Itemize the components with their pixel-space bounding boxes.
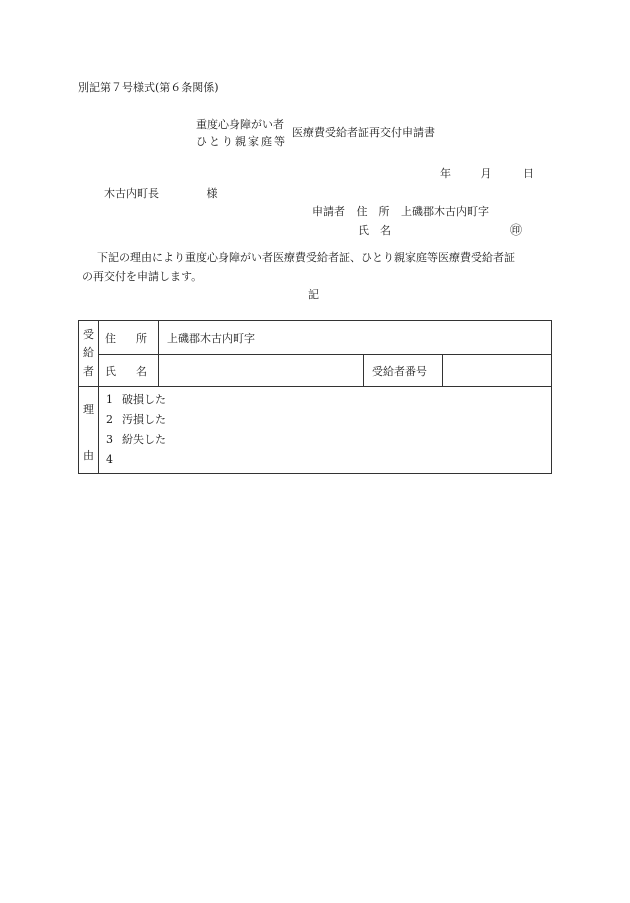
reason-item-4[interactable]: 4 [106, 453, 113, 466]
applicant-name-label: 氏 名 [358, 224, 391, 237]
recipient-label: 受 給 者 [79, 321, 99, 387]
request-statement-line-2: の再交付を申請します。 [82, 270, 203, 283]
date-day-label: 日 [523, 167, 534, 180]
seal-mark: ㊞ [510, 223, 523, 237]
title-suffix: 医療費受給者証再交付申請書 [292, 126, 435, 139]
reason-label: 理 由 [79, 387, 99, 474]
request-statement [82, 248, 554, 286]
title-line-1: 重度心身障がい者 [196, 118, 284, 131]
name-label: 氏 名 [99, 355, 159, 387]
addressee [104, 188, 218, 199]
title-line-2: ひとり親家庭等 [196, 135, 287, 149]
recipient-number-label: 受給者番号 [364, 355, 443, 387]
addressee-honorific: 様 [206, 187, 218, 200]
date-month-label: 月 [480, 167, 492, 180]
application-table [78, 320, 552, 474]
applicant-address-label: 住 所 [356, 205, 390, 218]
reason-list [99, 387, 552, 474]
addressee-name: 木古内町長 [104, 187, 159, 200]
form-number: 別記第７号様式(第６条関係) [78, 81, 219, 94]
address-label: 住 所 [99, 321, 159, 355]
ki-heading: 記 [308, 288, 319, 301]
date-line [440, 168, 534, 179]
reason-item-1[interactable]: 1 破損した [106, 393, 166, 406]
recipient-number-field[interactable] [443, 355, 552, 387]
applicant-address-value: 上磯郡木古内町字 [401, 205, 489, 218]
reason-item-3[interactable]: 3 紛失した [106, 433, 166, 446]
request-statement-line-1: 下記の理由により重度心身障がい者医療費受給者証、ひとり親家庭等医療費受給者証 [86, 251, 515, 264]
date-year-label: 年 [440, 167, 451, 180]
applicant-label: 申請者 [312, 205, 345, 218]
address-field[interactable]: 上磯郡木古内町字 [159, 321, 552, 355]
name-field[interactable] [159, 355, 364, 387]
reason-item-2[interactable]: 2 汚損した [106, 413, 166, 426]
